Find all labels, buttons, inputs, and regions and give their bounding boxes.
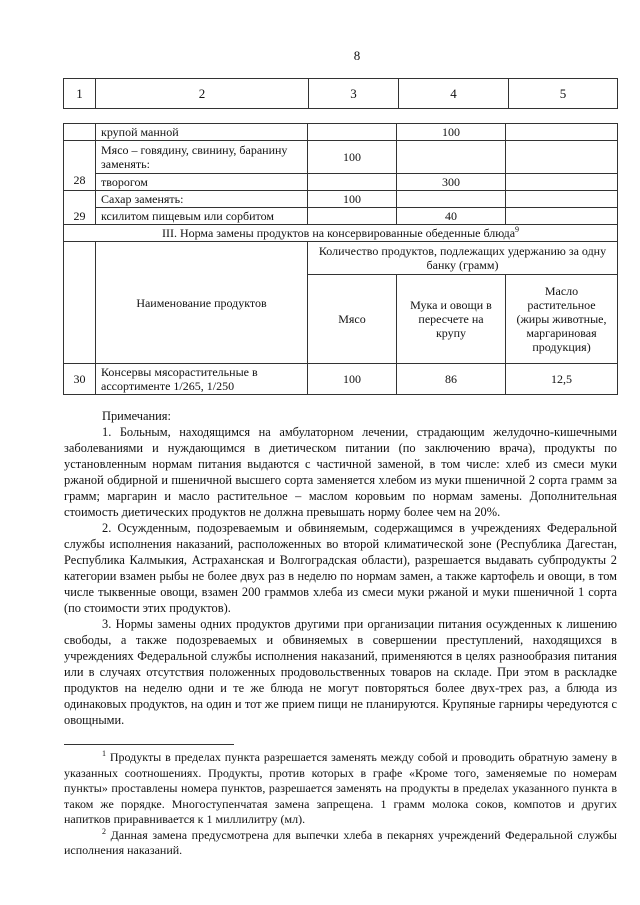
value-c4: 40 (397, 208, 506, 225)
footnote-mark: 1 (102, 749, 106, 758)
value-c3 (308, 208, 397, 225)
subheader-oil: Масло растительное (жиры животные, маргариновая продукция) (506, 275, 618, 364)
col-num-3: 3 (309, 79, 399, 109)
column-number-header (63, 78, 618, 109)
section-title-text: III. Норма замены продуктов на консервированные обеденные блюда (161, 226, 516, 240)
product-name: Консервы мясорастительные в ассортименте 1/265, 1/250 (96, 364, 308, 395)
col-num-5: 5 (509, 79, 618, 109)
section-title-row (64, 225, 618, 242)
table-row (64, 208, 618, 225)
row-number: 29 (64, 191, 96, 225)
col-num-2: 2 (96, 79, 309, 109)
col-num-4: 4 (399, 79, 509, 109)
value-c5 (506, 174, 618, 191)
product-name: творогом (96, 174, 308, 191)
footnotes (64, 750, 617, 859)
notes-title: Примечания: (102, 409, 171, 423)
product-name: Сахар заменять: (96, 191, 308, 208)
table-row (64, 124, 618, 141)
header-row (64, 242, 618, 275)
table-row (64, 174, 618, 191)
value-c4 (397, 141, 506, 174)
value-c4: 300 (397, 174, 506, 191)
section-title (64, 225, 618, 242)
note-3: 3. Нормы замены одних продуктов другими при организации питания осужденных к лишению свободы, а также подозреваемых и обвиняемых в совершении преступлений, находящихся в учреждениях Федеральной службы исполнения наказаний, применяются в целях разнообразия питания или в случаях отсутствия положенных продовольственных товаров на складе. При этом в раскладке продуктов на неделю одни и те же блюда не могут повторяться более двух-трех раз, а блюда из одинаковых продуктов, на один и тот же прием пищи не планируются. Крупяные гарниры чередуются с овощными. (64, 617, 617, 727)
product-name: крупой манной (96, 124, 308, 141)
subheader-meat: Мясо (308, 275, 397, 364)
col-num-1: 1 (64, 79, 96, 109)
value-c3 (308, 174, 397, 191)
value-meat: 100 (308, 364, 397, 395)
product-name: Мясо – говядину, свинину, баранину заменять: (96, 141, 308, 174)
footnote-mark: 2 (102, 826, 106, 836)
value-flour: 86 (397, 364, 506, 395)
value-c4 (397, 191, 506, 208)
subheader-flour-vegetables: Мука и овощи в пересчете на крупу (397, 275, 506, 364)
note-1: 1. Больным, находящимся на амбулаторном лечении, страдающим желудочно-кишечными заболеваниями и нуждающимся в диетическом питании (по заключению врача), продукты по установленным нормам питания выдаются с частичной заменой, в том числе: хлеб из смеси муки ржаной обдирной и пшеничной высшего сорта заменяется хлебом из муки пшеничной 2 сорта грамм за грамм; маргарин и масло растительное – маслом коровьим по нормам замены. Дополнительная стоимость диетических продуктов не должна превышать норму более чем на 20%. (64, 425, 617, 519)
note-2: 2. Осужденным, подозреваемым и обвиняемым, содержащимся в учреждениях Федеральной службы исполнения наказаний, расположенных во второй климатической зоне (Республика Дагестан, Республика Калмыкия, Астраханская и Волгоградская области), разрешается выдавать субпродукты 2 категории взамен рыбы не более двух раз в неделю по нормам замен, а также картофель и овощи, в том числе тыквенные овощи, взамен 200 граммов хлеба из смеси муки ржаной и муки пшеничной 1 сорта (по стоимости этих продуктов). (64, 521, 617, 615)
footnote-1 (64, 750, 617, 828)
page-number: 8 (353, 48, 361, 63)
footnote-2 (64, 828, 617, 859)
quantity-header: Количество продуктов, подлежащих удержанию за одну банку (грамм) (308, 242, 618, 275)
product-name: ксилитом пищевым или сорбитом (96, 208, 308, 225)
row-number: 30 (64, 364, 96, 395)
footnote-text: Данная замена предусмотрена для выпечки хлеба в пекарнях учреждений Федеральной службы исполнения наказаний. (64, 827, 617, 857)
notes-section (64, 408, 617, 728)
footnote-divider (64, 744, 234, 745)
value-c3 (308, 124, 397, 141)
table-row (64, 191, 618, 208)
footnote-mark: 9 (515, 225, 520, 234)
replacement-table (63, 123, 618, 395)
value-oil: 12,5 (506, 364, 618, 395)
footnote-text: Продукты в пределах пункта разрешается заменять между собой и проводить обратную замену в указанных соотношениях. Продукты, против которых в графе «Кроме того, заменяемые по номерам пункты» проставлены номера пунктов, разрешается заменять на продукты в пределах указанного пункта в таком же порядке. Многоступенчатая замена запрещена. 1 грамм молока соков, компотов и других напитков приравнивается к 1 миллилитру (мл). (64, 750, 617, 826)
row-number (64, 124, 96, 141)
value-c5 (506, 124, 618, 141)
row-number: 28 (64, 141, 96, 191)
table-row (64, 141, 618, 174)
product-name-header: Наименование продуктов (96, 242, 308, 364)
value-c3: 100 (308, 191, 397, 208)
value-c5 (506, 141, 618, 174)
value-c5 (506, 208, 618, 225)
num-header-empty (64, 242, 96, 364)
value-c5 (506, 191, 618, 208)
table-row (64, 364, 618, 395)
value-c3: 100 (308, 141, 397, 174)
value-c4: 100 (397, 124, 506, 141)
